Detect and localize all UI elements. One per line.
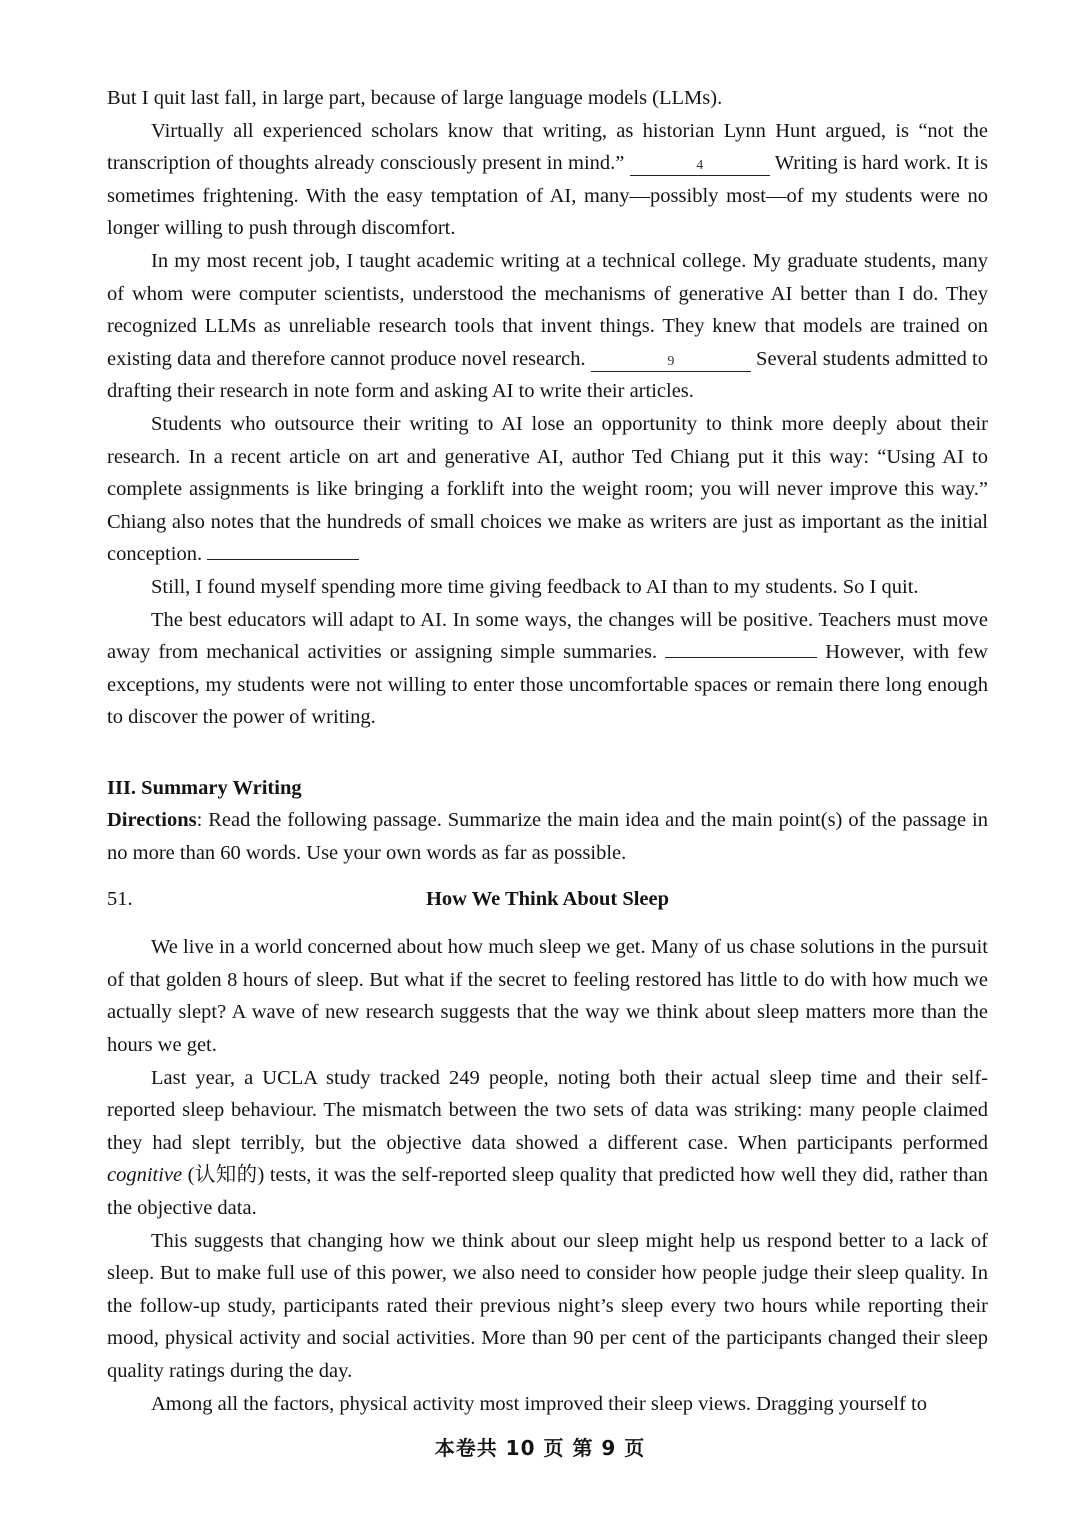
directions-text: : Read the following passage. Summarize the main idea and the main point(s) of the passage in no more than 60 words. Use your own words as far as possible. [107,809,988,865]
article-paragraph-5: Still, I found myself spending more time giving feedback to AI than to my students. So I quit. [151,575,919,598]
passage-paragraph-3: This suggests that changing how we think about our sleep might help us respond better to a lack of sleep. But to make full use of this power, we also need to consider how people judge their sleep quality. In the follow-up study, participants rated their previous night’s sleep every two hours while reporting their mood, physical activity and social activities. More than 90 per cent of the participants changed their sleep quality ratings during the day. [107,1229,988,1382]
passage-paragraph-2 [107,1062,988,1225]
passage-title: How We Think About Sleep [425,887,670,910]
passage-paragraph-4: Among all the factors, physical activity most improved their sleep views. Dragging yourself to [151,1392,927,1415]
article-paragraph-2-text-a: Virtually all experienced scholars know that writing, as historian Lynn Hunt argued, is “not the transcription of thoughts already consciously present in mind.” [107,119,988,175]
article-paragraph-2-text-b: Writing is hard work. It is sometimes frightening. With the easy temptation of AI, many—possibly most—of my students were no longer willing to push through discomfort. [107,152,988,240]
page-footer: 本卷共 10 页 第 9 页 [434,1436,646,1460]
section-heading: III. Summary Writing [107,776,302,799]
passage-paragraph-2-italic: cognitive [107,1164,183,1187]
answer-blank-47[interactable]: 9 [591,353,751,372]
article-paragraph-3-text-b: Several students admitted to drafting their research in note form and asking AI to write their articles. [107,347,989,403]
passage-paragraph-2-text-a: Last year, a UCLA study tracked 249 people, noting both their actual sleep time and their self-reported sleep behaviour. The mismatch between the two sets of data was striking: many people claimed they had slept terribly, but the objective data showed a different case. When participants performed [107,1066,988,1154]
article-paragraph-3 [107,245,988,408]
answer-blank-46[interactable]: 4 [630,157,770,176]
answer-blank-48[interactable] [207,541,359,560]
passage-paragraph-1: We live in a world concerned about how much sleep we get. Many of us chase solutions in the pursuit of that golden 8 hours of sleep. But what if the secret to feeling restored has little to do with how much we actually slept? A wave of new research suggests that the way we think about sleep matters more than the hours we get. [107,936,988,1057]
directions-label: Directions [107,809,197,832]
question-number: 51. [107,887,133,910]
question-header [107,883,988,916]
article-paragraph-6-text-a: The best educators will adapt to AI. In some ways, the changes will be positive. Teachers must move away from mechanical activities or assigning simple summaries. [107,608,988,664]
article-paragraph-2 [107,115,988,245]
article-paragraph-4 [107,408,988,571]
article-paragraph-4-text: Students who outsource their writing to AI lose an opportunity to think more deeply about their research. In a recent article on art and generative AI, author Ted Chiang put it this way: “Using AI to complete assignments is like bringing a forklift into the weight room; you will never improve this way.” Chiang also notes that the hundreds of small choices we make as writers are just as important as the initial conception. [107,412,988,566]
article-paragraph-6 [107,604,988,734]
article-paragraph-3-text-a: In my most recent job, I taught academic writing at a technical college. My graduate students, many of whom were computer scientists, understood the mechanisms of generative AI better than I do. They recognized LLMs as unreliable research tools that invent things. They knew that models are trained on existing data and therefore cannot produce novel research. [107,249,988,370]
passage [107,931,988,1420]
directions [107,804,988,869]
article-paragraph-6-text-b: However, with few exceptions, my students were not willing to enter those uncomfortable spaces or remain there long enough to discover the power of writing. [107,641,988,729]
passage-paragraph-2-text-b: (认知的) tests, it was the self-reported sleep quality that predicted how well they did, rather than the objective data. [107,1164,988,1219]
article-paragraph-1: But I quit last fall, in large part, because of large language models (LLMs). [107,87,723,109]
answer-blank-49[interactable] [665,639,817,658]
